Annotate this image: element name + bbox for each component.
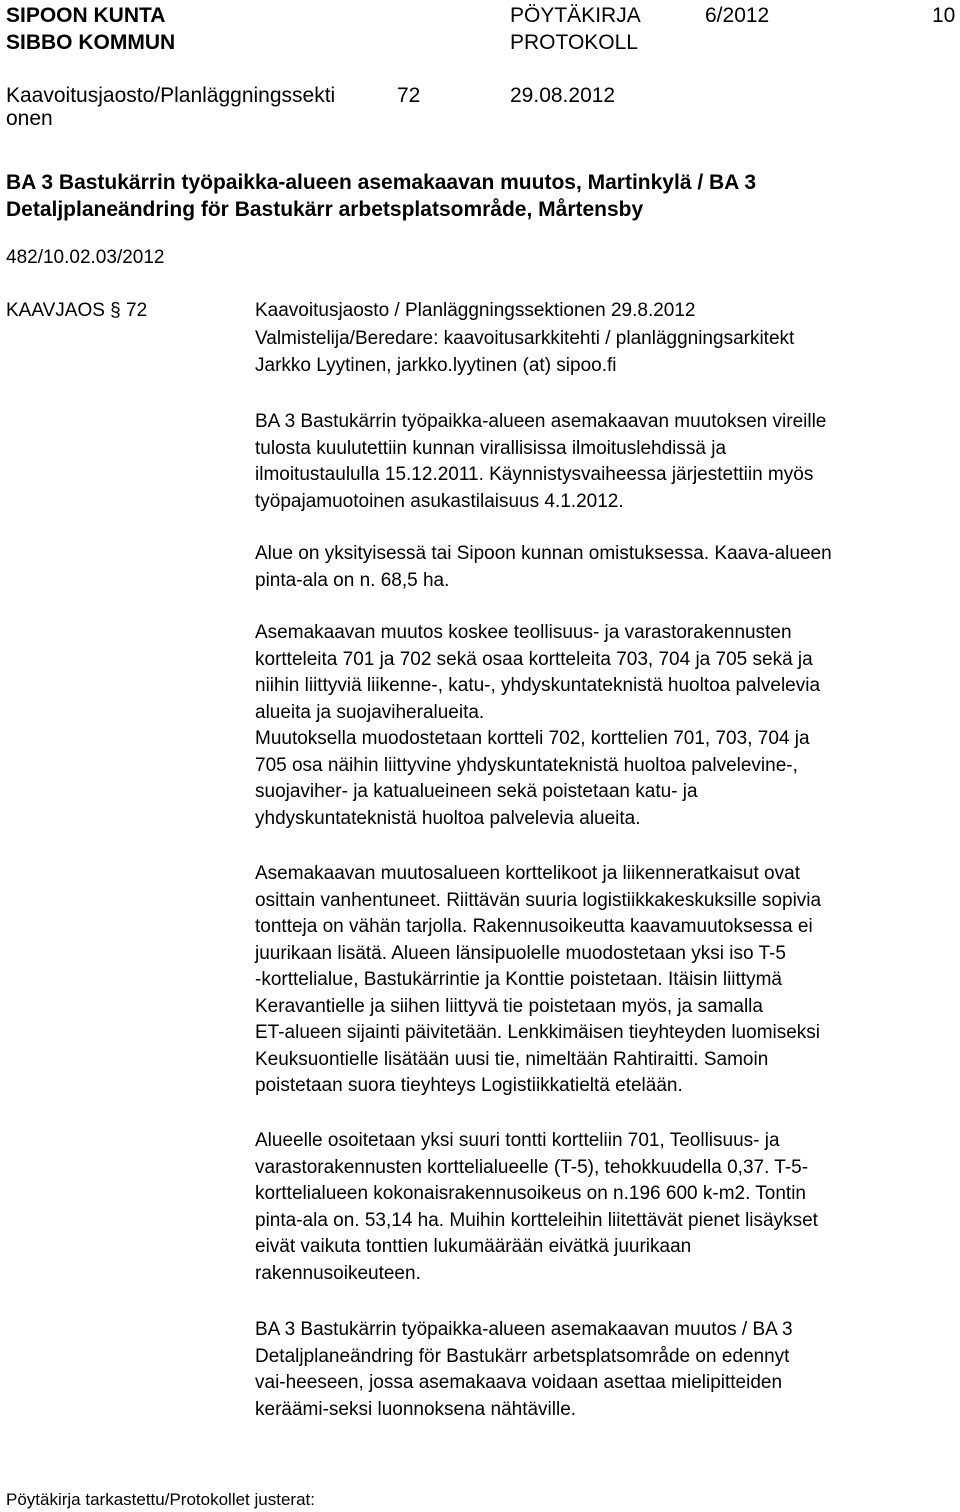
paragraph-line: ilmoitustaululla 15.12.2011. Käynnistysvaiheessa järjestettiin myös xyxy=(255,464,814,485)
paragraph-line: eivät vaikuta tonttien lukumäärään eivätkä juurikaan xyxy=(255,1236,692,1257)
paragraph-line: BA 3 Bastukärrin työpaikka-alueen asemakaavan muutoksen vireille xyxy=(255,411,827,432)
paragraph-line: Muutoksella muodostetaan kortteli 702, korttelien 701, 703, 704 ja xyxy=(255,728,810,749)
paragraph-line: niihin liittyviä liikenne-, katu-, yhdyskuntateknistä huoltoa palvelevia xyxy=(255,675,821,696)
paragraph-line: varastorakennusten korttelialueelle (T-5), tehokkuudella 0,37. T-5- xyxy=(255,1156,809,1178)
title-line1: BA 3 Bastukärrin työpaikka-alueen asemakaavan muutos, Martinkylä / BA 3 xyxy=(6,171,757,194)
paragraph-line: alueita ja suojaviheralueita. xyxy=(255,701,485,723)
doc-type-fi: PÖYTÄKIRJA xyxy=(510,4,641,27)
body-name-line2: onen xyxy=(6,107,53,130)
paragraph-line: vai-heeseen, jossa asemakaava voidaan asettaa mielipitteiden xyxy=(255,1372,783,1393)
paragraph-2 xyxy=(255,541,955,594)
paragraph-line: keräämi-seksi luonnoksena nähtäville. xyxy=(255,1398,577,1420)
body-name-line1: Kaavoitusjaosto/Planläggningssekti xyxy=(6,84,336,107)
paragraph-line: osittain vanhentuneet. Riittävän suuria logistiikkakeskuksille sopivia xyxy=(255,889,822,911)
paragraph-4 xyxy=(255,861,955,1100)
paragraph-line: Alue on yksityisessä tai Sipoon kunnan omistuksessa. Kaava-alueen xyxy=(255,543,832,564)
paragraph-line: rakennusoikeuteen. xyxy=(255,1262,421,1284)
paragraph-line: BA 3 Bastukärrin työpaikka-alueen asemakaavan muutos / BA 3 xyxy=(255,1319,793,1340)
paragraph-1 xyxy=(255,409,955,515)
footer-check-note: Pöytäkirja tarkastettu/Protokollet justerat: xyxy=(6,1490,315,1509)
doc-type-sv: PROTOKOLL xyxy=(510,31,638,54)
paragraph-line: kortteleita 701 ja 702 sekä osaa kortteleita 703, 704 ja 705 sekä ja xyxy=(255,648,813,670)
paragraph-line: pinta-ala on n. 68,5 ha. xyxy=(255,569,450,591)
paragraph-line: ET-alueen sijainti päivitetään. Lenkkimäisen tieyhteyden luomiseksi xyxy=(255,1022,821,1043)
reference-number: 482/10.02.03/2012 xyxy=(6,247,165,268)
org-name-sv: SIBBO KOMMUN xyxy=(6,31,176,54)
paragraph-3 xyxy=(255,620,955,832)
paragraph-line: Asemakaavan muutosalueen korttelikoot ja liikenneratkaisut ovat xyxy=(255,863,800,884)
paragraph-line: Keuksuontielle lisätään uusi tie, nimeltään Rahtiraitti. Samoin xyxy=(255,1048,769,1070)
paragraph-line: 705 osa näihin liittyvine yhdyskuntateknistä huoltoa palvelevine-, xyxy=(255,754,798,776)
page-number: 10 xyxy=(932,4,956,27)
title-line2: Detaljplaneändring för Bastukärr arbetsplatsområde, Mårtensby xyxy=(6,198,644,221)
paragraph-line: Alueelle osoitetaan yksi suuri tontti kortteliin 701, Teollisuus- ja xyxy=(255,1130,780,1151)
paragraph-line: tontteja on vähän tarjolla. Rakennusoikeutta kaavamuutoksessa ei xyxy=(255,916,813,937)
paragraph-line: suojaviher- ja katualueineen sekä poistetaan katu- ja xyxy=(255,781,698,802)
paragraph-line: yhdyskuntateknistä huoltoa palvelevia alueita. xyxy=(255,807,641,829)
paragraph-5 xyxy=(255,1128,955,1287)
paragraph-line: -korttelialue, Bastukärrintie ja Konttie poistetaan. Itäisin liittymä xyxy=(255,969,782,990)
preparer-line2: Jarkko Lyytinen, jarkko.lyytinen (at) sipoo.fi xyxy=(255,355,617,376)
paragraph-line: Detaljplaneändring för Bastukärr arbetsplatsområde on edennyt xyxy=(255,1345,790,1367)
paragraph-line: työpajamuotoinen asukastilaisuus 4.1.2012. xyxy=(255,490,624,512)
paragraph-line: Keravantielle ja siihen liittyvä tie poistetaan myös, ja samalla xyxy=(255,995,763,1017)
doc-number: 6/2012 xyxy=(705,4,770,27)
paragraph-line: Asemakaavan muutos koskee teollisuus- ja varastorakennusten xyxy=(255,622,792,643)
paragraph-line: tulosta kuulutettiin kunnan virallisissa ilmoituslehdissä ja xyxy=(255,437,727,459)
paragraph-6 xyxy=(255,1317,955,1423)
section-code: KAAVJAOS § 72 xyxy=(6,300,148,321)
paragraph-line: poistetaan suora tieyhteys Logistiikkatieltä etelään. xyxy=(255,1075,683,1096)
org-name-fi: SIPOON KUNTA xyxy=(6,4,166,27)
paragraph-line: juurikaan lisätä. Alueen länsipuolelle muodostetaan yksi iso T-5 xyxy=(255,942,786,964)
meeting-date: 29.08.2012 xyxy=(510,84,616,107)
section-number: 72 xyxy=(397,84,421,107)
paragraph-line: korttelialueen kokonaisrakennusoikeus on n.196 600 k-m2. Tontin xyxy=(255,1183,806,1204)
paragraph-line: pinta-ala on. 53,14 ha. Muihin kortteleihin liitettävät pienet lisäykset xyxy=(255,1209,818,1231)
meeting-line: Kaavoitusjaosto / Planläggningssektionen 29.8.2012 xyxy=(255,300,696,321)
preparer-line1: Valmistelija/Beredare: kaavoitusarkkitehti / planläggningsarkitekt xyxy=(255,328,795,349)
